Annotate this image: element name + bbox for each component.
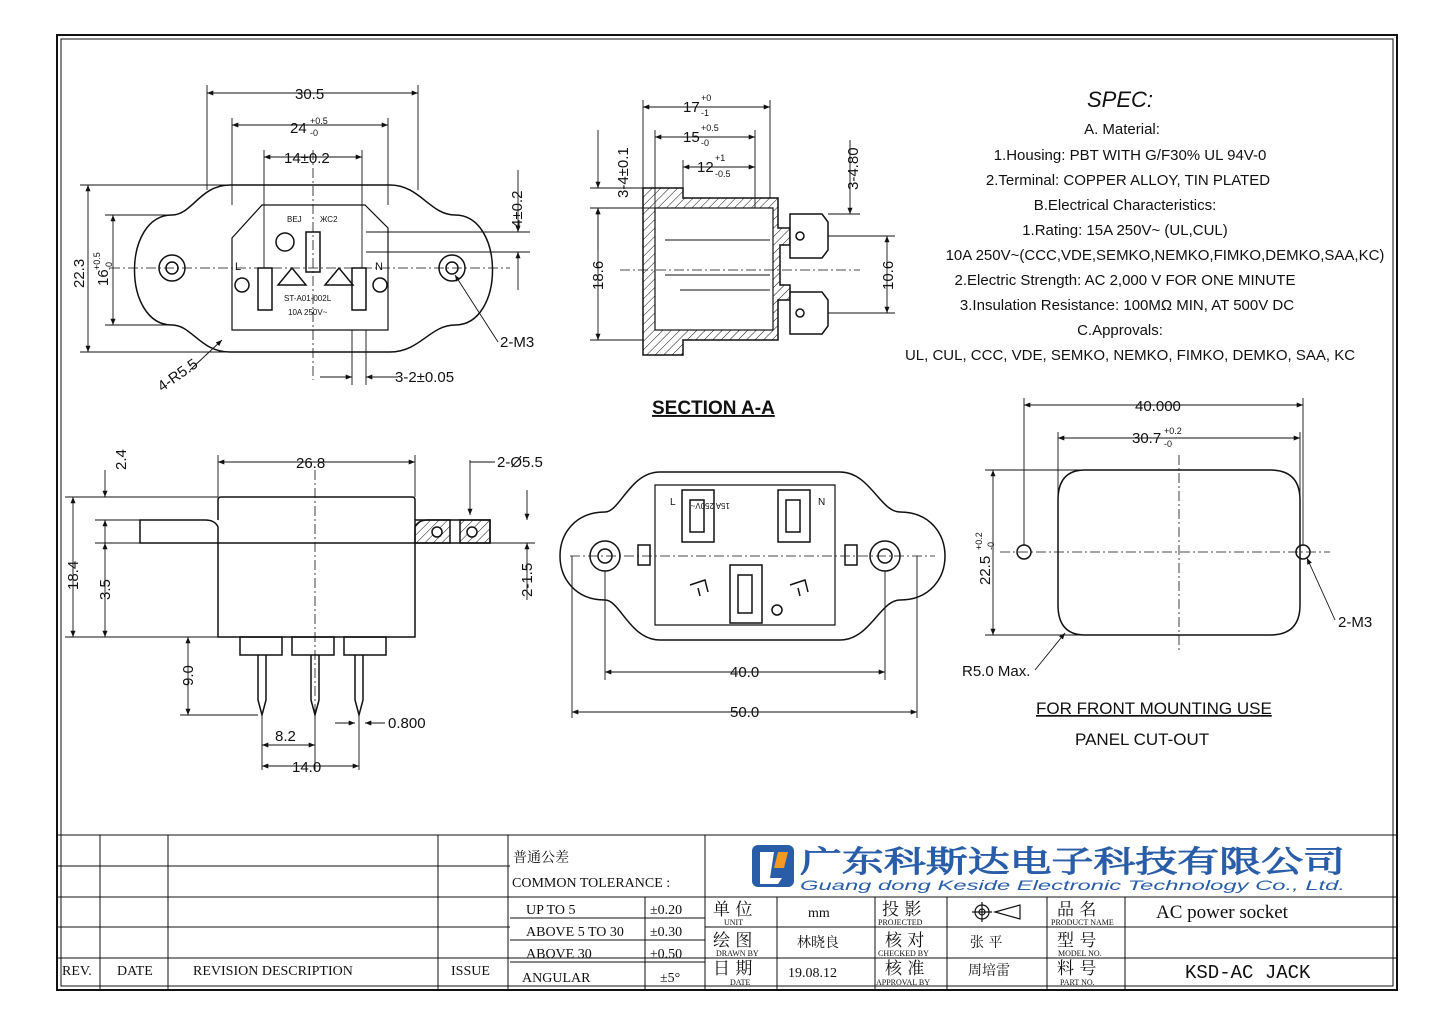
part-en: PART NO. xyxy=(1060,978,1095,987)
dim-2-1-5: 2-1.5 xyxy=(519,562,536,597)
dim-2-4: 2.4 xyxy=(113,449,130,470)
dim-r5: R5.0 Max. xyxy=(962,663,1031,680)
front-view-text xyxy=(71,86,534,395)
rev-label: REV. xyxy=(62,964,92,979)
dim-30-7: 30.7 xyxy=(1132,430,1162,447)
dim-16: 16 xyxy=(95,269,112,286)
checked-value: 张 平 xyxy=(970,935,1003,951)
mark-rating: 10A 250V~ xyxy=(288,308,328,317)
dim-30-5: 30.5 xyxy=(295,86,325,103)
approval-en: APPROVAL BY xyxy=(876,978,931,987)
dim-24-tol: +0.5 xyxy=(310,116,328,126)
dim-22-5-tol: +0.2 xyxy=(974,532,984,550)
dim-14-0: 14.0 xyxy=(292,759,322,776)
product-cn: 品 名 xyxy=(1057,900,1097,920)
dim-22-3: 22.3 xyxy=(71,258,88,288)
checked-en: CHECKED BY xyxy=(878,949,929,958)
tol-value: ±5° xyxy=(660,971,681,986)
side-view-dimlines xyxy=(65,455,535,770)
product-value: AC power socket xyxy=(1156,902,1288,923)
front-view xyxy=(135,185,493,352)
dim-40-000: 40.000 xyxy=(1135,398,1181,415)
panel-cutout-centerlines xyxy=(1000,455,1330,650)
part-value: KSD-AC JACK xyxy=(1185,962,1311,984)
company-logo xyxy=(752,845,794,887)
mark-n: N xyxy=(375,261,383,273)
spec-line: 2.Terminal: COPPER ALLOY, TIN PLATED xyxy=(985,172,1271,189)
dim-15-tol: +0.5 xyxy=(701,123,719,133)
tol-value: ±0.30 xyxy=(650,925,683,940)
dim-4: 4±0.2 xyxy=(509,190,526,228)
company-name-cn: 广东科斯达电子科技有限公司 xyxy=(800,845,1345,880)
projection-symbol xyxy=(972,902,1020,922)
dim-50-0: 50.0 xyxy=(730,704,760,721)
date-value: 19.08.12 xyxy=(788,966,837,981)
dim-12-tol2: -0.5 xyxy=(715,169,731,179)
panel-cutout-text xyxy=(962,398,1372,749)
panel-cutout-view xyxy=(1017,470,1310,635)
mark-n-rear: N xyxy=(818,497,826,508)
dim-30-7-tol2: -0 xyxy=(1164,439,1173,449)
mark-l: L xyxy=(235,261,242,273)
dim-12: 12 xyxy=(697,159,714,176)
dim-18-4: 18.4 xyxy=(65,560,82,590)
dim-10-6: 10.6 xyxy=(880,260,897,290)
dim-12-tol: +1 xyxy=(715,153,726,163)
dim-40-0: 40.0 xyxy=(730,664,760,681)
dim-3-480: 3-4.80 xyxy=(845,147,862,190)
dim-24: 24 xyxy=(290,120,307,137)
mark-rating-rear: 15A 250V~ xyxy=(690,501,730,510)
dim-24-tol2: -0 xyxy=(310,128,319,138)
spec-line: B.Electrical Characteristics: xyxy=(1033,197,1217,214)
date-en: DATE xyxy=(730,978,751,987)
dim-16-tol: +0.5 xyxy=(92,252,102,270)
spec-line: 10A 250V~(CCC,VDE,SEMKO,NEMKO,FIMKO,DEMKO,SAA,KC) xyxy=(945,247,1385,264)
spec-block xyxy=(905,87,1384,364)
spec-line: 3.Insulation Resistance: 100MΩ MIN, AT 500V DC xyxy=(959,297,1295,314)
checked-cn: 核 对 xyxy=(885,931,925,951)
dim-3-2: 3-2±0.05 xyxy=(395,369,455,386)
dim-18-6: 18.6 xyxy=(590,260,607,290)
spec-line: C.Approvals: xyxy=(1077,322,1163,339)
dim-15: 15 xyxy=(683,129,700,146)
tol-range: ABOVE 30 xyxy=(526,947,592,962)
mark-ic2: ЖС2 xyxy=(320,215,338,224)
issue-label: ISSUE xyxy=(451,964,490,979)
dim-9-0: 9.0 xyxy=(180,665,197,686)
dim-m3: 2-M3 xyxy=(500,334,535,351)
dim-3-5: 3.5 xyxy=(97,579,114,600)
rear-view-dimlines xyxy=(572,556,917,718)
date-cn: 日 期 xyxy=(713,959,753,979)
projected-cn: 投 影 xyxy=(882,900,922,920)
tol-range: UP TO 5 xyxy=(526,903,576,918)
dim-30-7-tol: +0.2 xyxy=(1164,426,1182,436)
dim-15-tol2: -0 xyxy=(701,138,710,148)
dim-8-2: 8.2 xyxy=(275,728,296,745)
unit-en: UNIT xyxy=(724,918,744,927)
dim-0-800: 0.800 xyxy=(388,715,426,732)
revision-desc-label: REVISION DESCRIPTION xyxy=(193,964,353,979)
spec-line: UL, CUL, CCC, VDE, SEMKO, NEMKO, FIMKO, DEMKO, SAA, KC xyxy=(904,347,1356,364)
dim-17-tol: +0 xyxy=(701,93,712,103)
cutout-caption-1: FOR FRONT MOUNTING USE xyxy=(1036,699,1272,718)
tol-range: ANGULAR xyxy=(522,971,591,986)
cutout-caption-2: PANEL CUT-OUT xyxy=(1075,730,1210,749)
tol-value: ±0.20 xyxy=(650,903,683,918)
spec-line: 1.Housing: PBT WITH G/F30% UL 94V-0 xyxy=(993,147,1267,164)
side-view-text xyxy=(65,449,543,776)
dim-26-8: 26.8 xyxy=(296,455,326,472)
part-cn: 料 号 xyxy=(1057,959,1097,979)
mark-l-rear: L xyxy=(670,497,676,508)
drawn-cn: 绘 图 xyxy=(713,931,753,951)
revision-header xyxy=(62,964,490,979)
model-en: MODEL NO. xyxy=(1058,949,1102,958)
dim-3-4: 3-4±0.1 xyxy=(615,147,632,198)
dim-22-5: 22.5 xyxy=(977,555,994,585)
spec-line: 1.Rating: 15A 250V~ (UL,CUL) xyxy=(1022,222,1228,239)
approval-cn: 核 准 xyxy=(885,959,925,979)
product-en: PRODUCT NAME xyxy=(1051,918,1114,927)
rear-view-text xyxy=(670,497,825,721)
dim-17: 17 xyxy=(683,99,700,116)
mark-bej: BEJ xyxy=(287,215,302,224)
info-grid xyxy=(713,899,1311,987)
tolerance-cn: 普通公差 xyxy=(513,850,569,866)
drawn-value: 林晓良 xyxy=(797,935,839,951)
dim-22-5-tol2: -0 xyxy=(986,541,996,550)
mark-model: ST-A01-002L xyxy=(284,294,332,303)
spec-line: 2.Electric Strength: AC 2,000 V FOR ONE MINUTE xyxy=(954,272,1296,289)
drawn-en: DRAWN BY xyxy=(716,949,759,958)
dim-m3-cutout: 2-M3 xyxy=(1338,614,1373,631)
unit-cn: 单 位 xyxy=(713,900,753,920)
spec-title: SPEC: xyxy=(1086,87,1154,112)
dim-17-tol2: -1 xyxy=(701,108,710,118)
unit-value: mm xyxy=(808,906,830,921)
model-cn: 型 号 xyxy=(1057,931,1097,951)
dim-16-tol2: -0 xyxy=(104,261,114,270)
projected-en: PROJECTED xyxy=(878,918,923,927)
spec-line: A. Material: xyxy=(1084,121,1160,138)
tolerance-en: COMMON TOLERANCE : xyxy=(512,876,671,891)
dim-2-phi: 2-Ø5.5 xyxy=(497,454,543,471)
dim-r5-5: 4-R5.5 xyxy=(154,355,202,396)
approval-value: 周培雷 xyxy=(968,963,1010,979)
side-section-view xyxy=(643,188,828,355)
dim-14: 14±0.2 xyxy=(284,150,330,167)
tol-range: ABOVE 5 TO 30 xyxy=(526,925,624,940)
company-block xyxy=(752,845,1345,893)
section-caption: SECTION A-A xyxy=(652,398,775,419)
date-label: DATE xyxy=(117,964,153,979)
tol-value: ±0.50 xyxy=(650,947,683,962)
company-name-en: Guang dong Keside Electronic Technology Co., Ltd. xyxy=(800,877,1345,893)
